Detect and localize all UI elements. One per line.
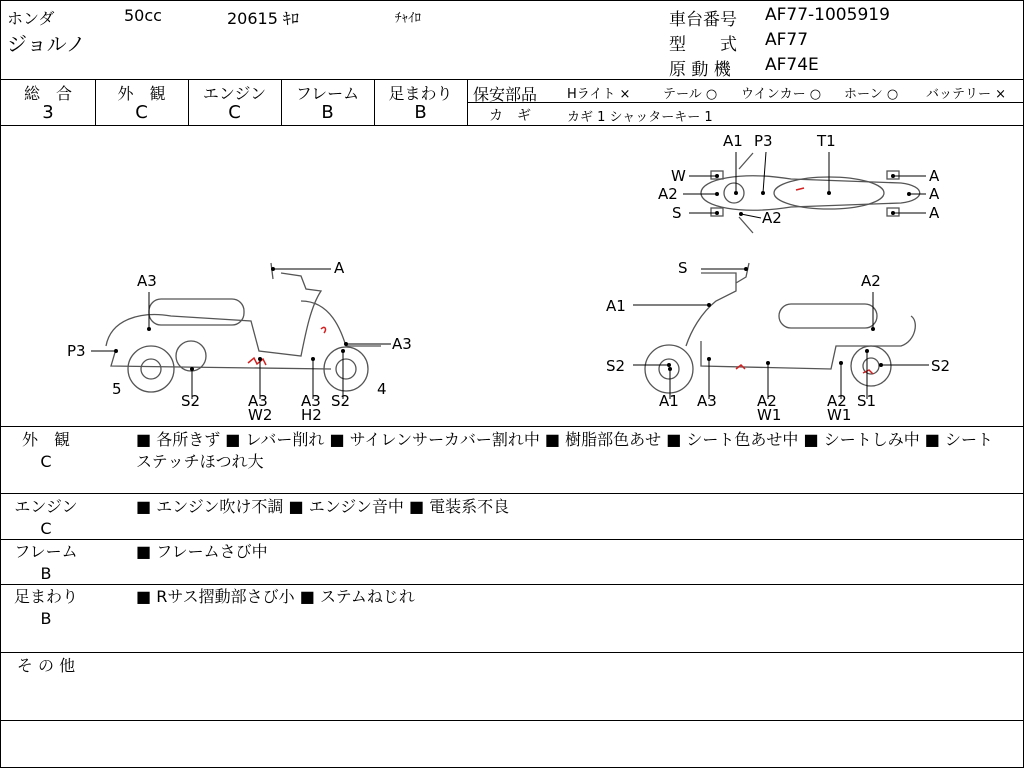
- detail-grade: B: [40, 564, 52, 583]
- callout-dot: [668, 367, 672, 371]
- callout-dot: [715, 174, 719, 178]
- frame-no-label: 車台番号: [669, 10, 737, 30]
- diagram-label-top: A: [929, 167, 940, 185]
- diagram-label-left: W2: [248, 406, 273, 424]
- overall-grade: 3: [42, 102, 54, 123]
- detail-suspension-notes: ■ Rサス摺動部さび小 ■ ステムねじれ: [136, 587, 415, 606]
- safety-item-label: Hライト: [567, 87, 616, 102]
- detail-other-label: [11, 655, 81, 677]
- callout-line: [763, 152, 766, 193]
- safety-title: 保安部品: [473, 85, 538, 104]
- callout-dot: [707, 357, 711, 361]
- detail-label: エンジン: [14, 497, 78, 516]
- diagram-label-left: A3: [392, 335, 412, 353]
- callout-dot: [715, 192, 719, 196]
- diagram-label-left: A3: [301, 392, 321, 410]
- divider: [1, 539, 1023, 540]
- color: ﾁｬｲﾛ: [395, 11, 421, 26]
- detail-suspension-label: [11, 586, 81, 630]
- callout-dot: [258, 357, 262, 361]
- damage-mark-top: [796, 188, 804, 190]
- callout-dot: [147, 327, 151, 331]
- diagram-label-top: T1: [817, 132, 836, 150]
- safety-item-label: バッテリー: [926, 87, 992, 102]
- callout-dot: [311, 357, 315, 361]
- safety-item-mark: ○: [886, 87, 899, 102]
- diagram-label-left: S2: [181, 392, 201, 410]
- frame-grade: B: [321, 102, 334, 123]
- key-value: カギ 1 シャッターキー 1: [567, 110, 713, 125]
- diagram-label-right: A2: [827, 392, 847, 410]
- diagram-label-top: W: [671, 167, 686, 185]
- safety-item-horn: [844, 83, 898, 102]
- detail-label: 足まわり: [13, 587, 78, 606]
- type-label: 型 式: [669, 35, 737, 55]
- diagram-label-right: S1: [857, 392, 877, 410]
- callout-dot: [271, 267, 275, 271]
- detail-exterior-notes: ■ 各所きず ■ レバー削れ ■ サイレンサーカバー割れ中 ■ 樹脂部色あせ ■ シート色あせ中 ■ シートしみ中 ■ シートステッチほつれ大: [136, 430, 993, 471]
- divider: [1, 426, 1023, 427]
- divider: [468, 102, 1023, 103]
- callout-dot: [344, 342, 348, 346]
- engine-grade: C: [228, 102, 241, 123]
- diagram-label-top: A2: [762, 209, 782, 227]
- detail-label: そ の 他: [16, 656, 76, 675]
- divider: [1, 720, 1023, 721]
- callout-dot: [865, 349, 869, 353]
- diagram-label-top: A: [929, 204, 940, 222]
- diagram-label-left: A3: [137, 272, 157, 290]
- detail-exterior-label: [11, 429, 81, 473]
- engine-label: エンジン: [202, 84, 267, 103]
- diagram-label-left: H2: [301, 406, 322, 424]
- diagram-label-left: 4: [377, 380, 387, 398]
- safety-item-tail: [663, 83, 717, 102]
- callout-dot: [734, 191, 738, 195]
- frame-no: AF77-1005919: [765, 5, 890, 25]
- callout-dot: [667, 363, 671, 367]
- diagram-labels: [67, 132, 950, 424]
- diagram-label-right: A2: [757, 392, 777, 410]
- key-label: カ ギ: [489, 108, 531, 124]
- callout-line: [741, 214, 761, 218]
- diagram-label-right: A2: [861, 272, 881, 290]
- diagram-label-left: A: [334, 259, 345, 277]
- diagram-label-right: S2: [606, 357, 626, 375]
- callout-dot: [827, 191, 831, 195]
- safety-item-label: ウインカー: [741, 87, 806, 102]
- detail-grade: C: [40, 452, 52, 471]
- diagram-label-right: A1: [659, 392, 679, 410]
- callout-dot: [744, 267, 748, 271]
- callout-dot: [839, 361, 843, 365]
- callout-dot: [715, 211, 719, 215]
- overall-label: 総 合: [23, 84, 72, 103]
- diagram-label-left: A3: [248, 392, 268, 410]
- diagram-label-top: A1: [723, 132, 743, 150]
- engine-model-label: 原 動 機: [669, 60, 731, 80]
- detail-label: 外 観: [21, 430, 70, 449]
- diagram-label-left: 5: [112, 380, 122, 398]
- callout-dot: [891, 211, 895, 215]
- diagram-label-top: A: [929, 185, 940, 203]
- suspension-label: 足まわり: [388, 84, 453, 103]
- callout-dot: [739, 212, 743, 216]
- safety-item-headlight: [567, 83, 630, 102]
- callout-dot: [766, 361, 770, 365]
- detail-grade: B: [40, 609, 52, 628]
- diagram-label-right: W1: [757, 406, 782, 424]
- callout-dot: [707, 303, 711, 307]
- model-name: ジョルノ: [7, 32, 86, 56]
- callout-dot: [190, 367, 194, 371]
- frame-label: フレーム: [295, 84, 360, 103]
- callout-dot: [879, 363, 883, 367]
- diagram-label-right: A1: [606, 297, 626, 315]
- safety-item-battery: [926, 83, 1006, 102]
- divider: [1, 79, 1023, 80]
- callout-dot: [871, 327, 875, 331]
- scooter-top-view: [701, 153, 920, 233]
- detail-label: フレーム: [14, 542, 78, 561]
- type-value: AF77: [765, 30, 809, 50]
- safety-item-label: テール: [663, 87, 702, 102]
- detail-grade: C: [40, 519, 52, 538]
- callout-dot: [761, 191, 765, 195]
- diagram-label-top: P3: [754, 132, 773, 150]
- detail-engine-notes: ■ エンジン吹け不調 ■ エンジン音中 ■ 電装系不良: [136, 497, 510, 516]
- safety-item-mark: ×: [995, 87, 1007, 102]
- callout-dot: [907, 192, 911, 196]
- safety-item-label: ホーン: [844, 87, 883, 102]
- suspension-grade: B: [414, 102, 427, 123]
- callout-lines: [91, 152, 929, 399]
- detail-frame-notes: ■ フレームさび中: [136, 542, 268, 561]
- diagram-label-right: W1: [827, 406, 852, 424]
- callout-dot: [341, 349, 345, 353]
- diagram-label-right: S: [678, 259, 688, 277]
- safety-item-mark: ×: [619, 87, 631, 102]
- mileage-unit: ｷﾛ: [283, 9, 300, 28]
- safety-item-mark: ○: [809, 87, 822, 102]
- detail-frame-label: [11, 541, 81, 585]
- divider: [1, 652, 1023, 653]
- callout-dot: [114, 349, 118, 353]
- diagram-label-right: S2: [931, 357, 951, 375]
- diagram-label-left: S2: [331, 392, 351, 410]
- diagram-label-right: A3: [697, 392, 717, 410]
- callout-dot: [891, 174, 895, 178]
- scooter-diagram: [1, 126, 1023, 426]
- diagram-label-top: A2: [658, 185, 678, 203]
- mileage-value: 20615: [227, 9, 278, 28]
- engine-model: AF74E: [765, 55, 819, 75]
- displacement: 50cc: [124, 6, 162, 25]
- diagram-label-left: P3: [67, 342, 86, 360]
- maker: ホンダ: [7, 9, 55, 28]
- safety-item-mark: ○: [705, 87, 718, 102]
- mileage: [227, 6, 299, 29]
- detail-engine-label: [11, 496, 81, 540]
- safety-item-winker: [741, 83, 821, 102]
- diagram-label-top: S: [672, 204, 682, 222]
- divider: [1, 493, 1023, 494]
- divider: [1, 584, 1023, 585]
- exterior-label: 外 観: [117, 84, 166, 103]
- exterior-grade: C: [135, 102, 148, 123]
